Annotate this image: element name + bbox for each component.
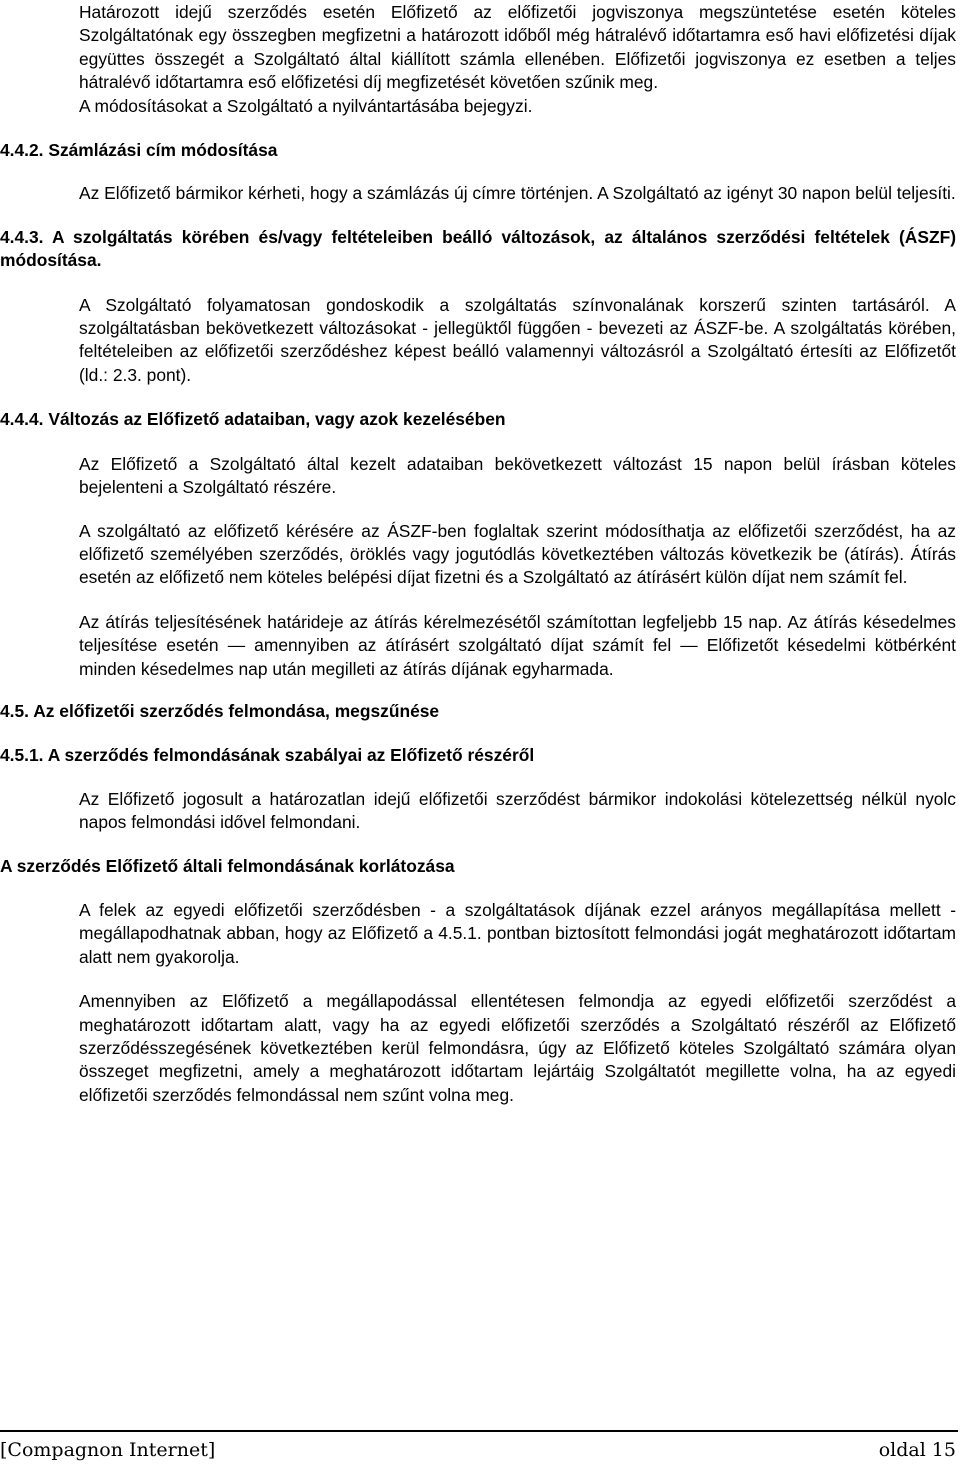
paragraph-billing-address: Az Előfizető bármikor kérheti, hogy a számlázás új címre történjen. A Szolgáltató az igényt 30 napon belül teljesíti. <box>79 183 956 204</box>
paragraph-limit-breach: Amennyiben az Előfizető a megállapodással ellentétesen felmondja az egyedi előfizetői szerződést a meghatározott időtartam alatt, vagy ha az egyedi előfizetői szerződés a Szolgáltató részéről az Előfizető szerződésszegésének következtében kerül felmondásra, úgy az Előfizető köteles Szolgáltató számára olyan összeget megfizetni, amely a meghatározott időtartam lejártáig Szolgáltatót megillette volna, ha az egyedi előfizetői szerződés felmondással nem szűnt volna meg. <box>79 991 956 1105</box>
heading-4-5: 4.5. Az előfizetői szerződés felmondása, megszűnése <box>0 700 440 721</box>
footer-company: [Compagnon Internet] <box>0 1439 216 1461</box>
heading-4-4-2: 4.4.2. Számlázási cím módosítása <box>0 140 278 161</box>
paragraph-early-termination: Határozott idejű szerződés esetén Előfizető az előfizetői jogviszonya megszüntetése esetén köteles Szolgáltatónak egy összegben megfizetni a határozott időből még hátralévő időtartamra eső havi előfizetési díjak együttes összegét a Szolgáltató által kiállított számla ellenében. Előfizetői jogviszonya ez esetben a teljes hátralévő időtartamra eső előfizetési díj megfizetését követően szűnik meg. <box>79 2 956 93</box>
footer-page-number: oldal 15 <box>878 1439 956 1461</box>
heading-4-5-1: 4.5.1. A szerződés felmondásának szabályai az Előfizető részéről <box>0 745 535 766</box>
paragraph-termination-right: Az Előfizető jogosult a határozatlan idejű előfizetői szerződést bármikor indokolási kötelezettség nélkül nyolc napos felmondási idővel felmondani. <box>79 788 956 833</box>
heading-4-4-3: 4.4.3. A szolgáltatás körében és/vagy feltételeiben beálló változások, az általános szerződési feltételek (ÁSZF) módosítása. <box>0 226 956 271</box>
paragraph-data-change-report: Az Előfizető a Szolgáltató által kezelt adataiban bekövetkezett változást 15 napon belül írásban köteles bejelenteni a Szolgáltató részére. <box>79 453 956 498</box>
paragraph-transfer-deadline: Az átírás teljesítésének határideje az átírás kérelmezésétől számítottan legfeljebb 15 nap. Az átírás késedelmes teljesítése esetén — amennyiben az átírásért szolgáltató díjat számít fel — Előfizetőt késedelmi kötbérként minden késedelmes nap után megilleti az átírás díjának egyharmada. <box>79 611 956 679</box>
paragraph-limit-agreement: A felek az egyedi előfizetői szerződésben - a szolgáltatások díjának ezzel arányos megállapítása mellett - megállapodhatnak abban, hogy az Előfizető a 4.5.1. pontban biztosított felmondási jogát meghatározott időtartam alatt nem gyakorolja. <box>79 899 956 967</box>
heading-4-4-4: 4.4.4. Változás az Előfizető adataiban, vagy azok kezelésében <box>0 409 506 430</box>
page-footer <box>0 1430 960 1467</box>
paragraph-modifications-recorded: A módosításokat a Szolgáltató a nyilvántartásába bejegyzi. <box>79 95 533 116</box>
footer-divider <box>0 1430 958 1432</box>
paragraph-transfer: A szolgáltató az előfizető kérésére az ÁSZF-ben foglaltak szerint módosíthatja az előfizetői szerződést, ha az előfizető személyében szerződés, öröklés vagy jogutódlás következtében változás következik be (átírás). Átírás esetén az előfizető nem köteles belépési díjat fizetni és a Szolgáltató az átírásért külön díjat nem számít fel. <box>79 520 956 588</box>
heading-termination-limit: A szerződés Előfizető általi felmondásának korlátozása <box>0 855 455 876</box>
paragraph-service-changes: A Szolgáltató folyamatosan gondoskodik a szolgáltatás színvonalának korszerű szinten tartásáról. A szolgáltatásban bekövetkezett változásokat - jellegüktől függően - bevezeti az ÁSZF-be. A szolgáltatás körében, feltételeiben az előfizetői szerződéshez képest beálló valamennyi változásról a Szolgáltató értesíti az Előfizetőt (ld.: 2.3. pont). <box>79 294 956 385</box>
